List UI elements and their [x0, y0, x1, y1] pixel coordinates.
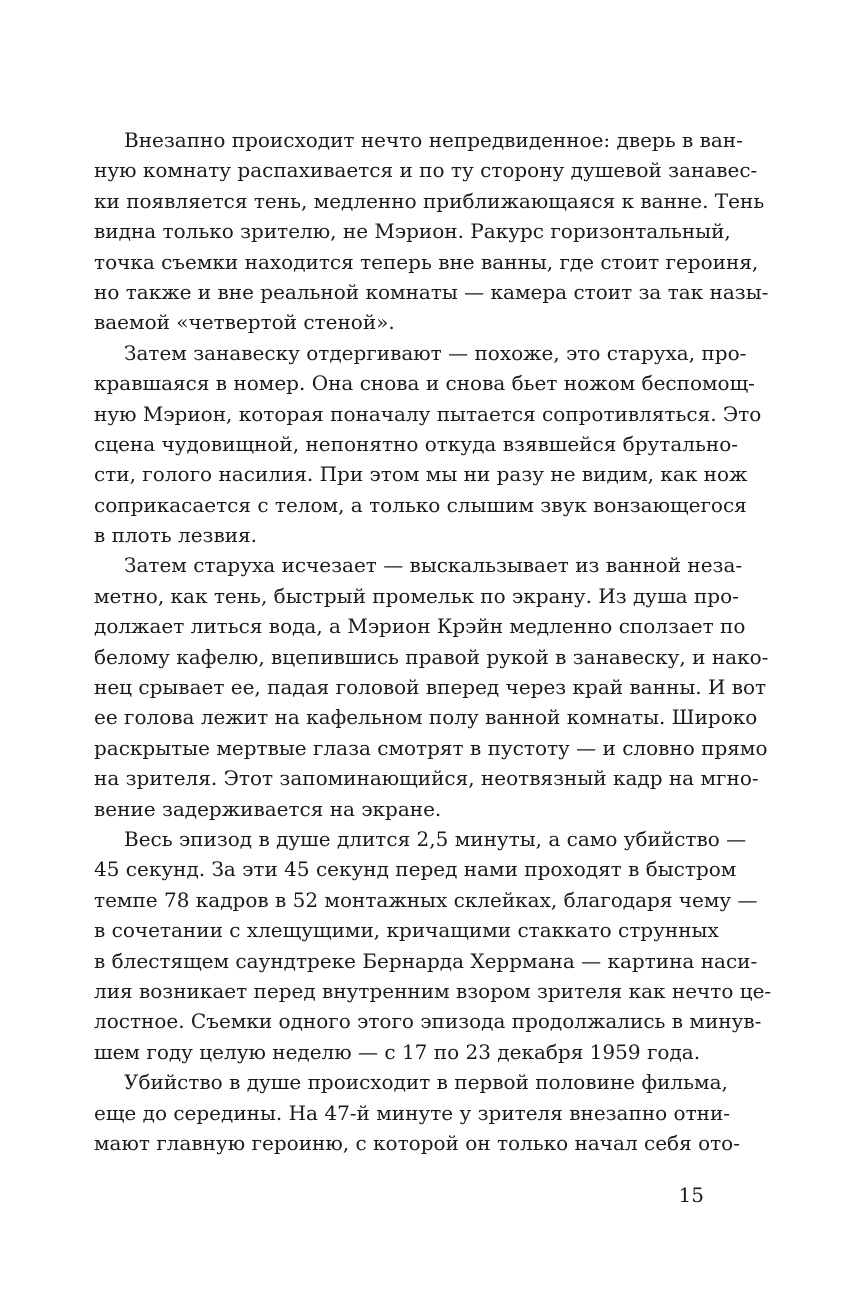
text-line: в блестящем саундтреке Бернарда Херрмана — картина наси-	[94, 948, 758, 973]
text-line: ную комнату распахивается и по ту сторону душевой занавес-	[94, 158, 758, 183]
text-line: но также и вне реальной комнаты — камера стоит за так назы-	[94, 279, 769, 304]
text-line: нец срывает ее, падая головой вперед через край ванны. И вот	[94, 675, 767, 700]
text-line: должает литься вода, а Мэрион Крэйн медленно сползает по	[94, 614, 746, 639]
text-line: в сочетании с хлещущими, кричащими стаккато струнных	[94, 918, 719, 943]
text-line: мают главную героиню, с которой он только начал себя ото-	[94, 1130, 740, 1155]
text-line: вение задерживается на экране.	[94, 796, 442, 821]
paragraph	[94, 824, 772, 1067]
text-line: лостное. Съемки одного этого эпизода продолжались в минув-	[94, 1009, 762, 1034]
text-line: сцена чудовищной, непонятно откуда взявшейся брутально-	[94, 431, 739, 456]
text-line: ваемой «четвертой стеной».	[94, 310, 395, 335]
text-line: точка съемки находится теперь вне ванны, где стоит героиня,	[94, 249, 759, 274]
text-line: лия возникает перед внутренним взором зрителя как нечто це-	[94, 978, 772, 1003]
text-line: 45 секунд. За эти 45 секунд перед нами проходят в быстром	[94, 857, 737, 882]
text-line: видна только зрителю, не Мэрион. Ракурс горизонтальный,	[94, 219, 731, 244]
text-line: белому кафелю, вцепившись правой рукой в занавеску, и нако-	[94, 644, 769, 669]
text-line: Внезапно происходит нечто непредвиденное: дверь в ван-	[124, 128, 743, 152]
text-line: Затем занавеску отдергивают — похоже, это старуха, про-	[124, 340, 747, 365]
text-line: соприкасается с телом, а только слышим звук вонзающегося	[94, 492, 747, 517]
text-line: ее голова лежит на кафельном полу ванной комнаты. Широко	[94, 705, 758, 730]
text-line: раскрытые мертвые глаза смотрят в пустоту — и словно прямо	[94, 735, 768, 760]
text-line: Весь эпизод в душе длится 2,5 минуты, а само убийство —	[124, 826, 747, 851]
paragraph	[94, 338, 762, 551]
paragraph	[94, 1067, 740, 1158]
text-line: темпе 78 кадров в 52 монтажных склейках, благодаря чему —	[94, 887, 758, 912]
paragraph	[94, 550, 769, 824]
text-line: на зрителя. Этот запоминающийся, неотвязный кадр на мгно-	[94, 766, 759, 791]
text-line: кравшаяся в номер. Она снова и снова бьет ножом беспомощ-	[94, 371, 755, 396]
text-line: Затем старуха исчезает — выскальзывает из ванной неза-	[124, 553, 743, 578]
text-line: ную Мэрион, которая поначалу пытается сопротивляться. Это	[94, 401, 762, 426]
text-line: метно, как тень, быстрый промельк по экрану. Из душа про-	[94, 583, 739, 608]
body-text	[94, 125, 772, 1158]
text-line: ки появляется тень, медленно приближающаяся к ванне. Тень	[94, 188, 765, 213]
text-line: сти, голого насилия. При этом мы ни разу не видим, как нож	[94, 462, 748, 487]
text-line: еще до середины. На 47-й минуте у зрителя внезапно отни-	[94, 1100, 731, 1125]
paragraph	[94, 125, 769, 338]
page-number: 15	[678, 1183, 704, 1207]
text-line: шем году целую неделю — с 17 по 23 декабря 1959 года.	[94, 1039, 701, 1064]
text-line: в плоть лезвия.	[94, 523, 258, 548]
text-line: Убийство в душе происходит в первой половине фильма,	[124, 1070, 728, 1095]
